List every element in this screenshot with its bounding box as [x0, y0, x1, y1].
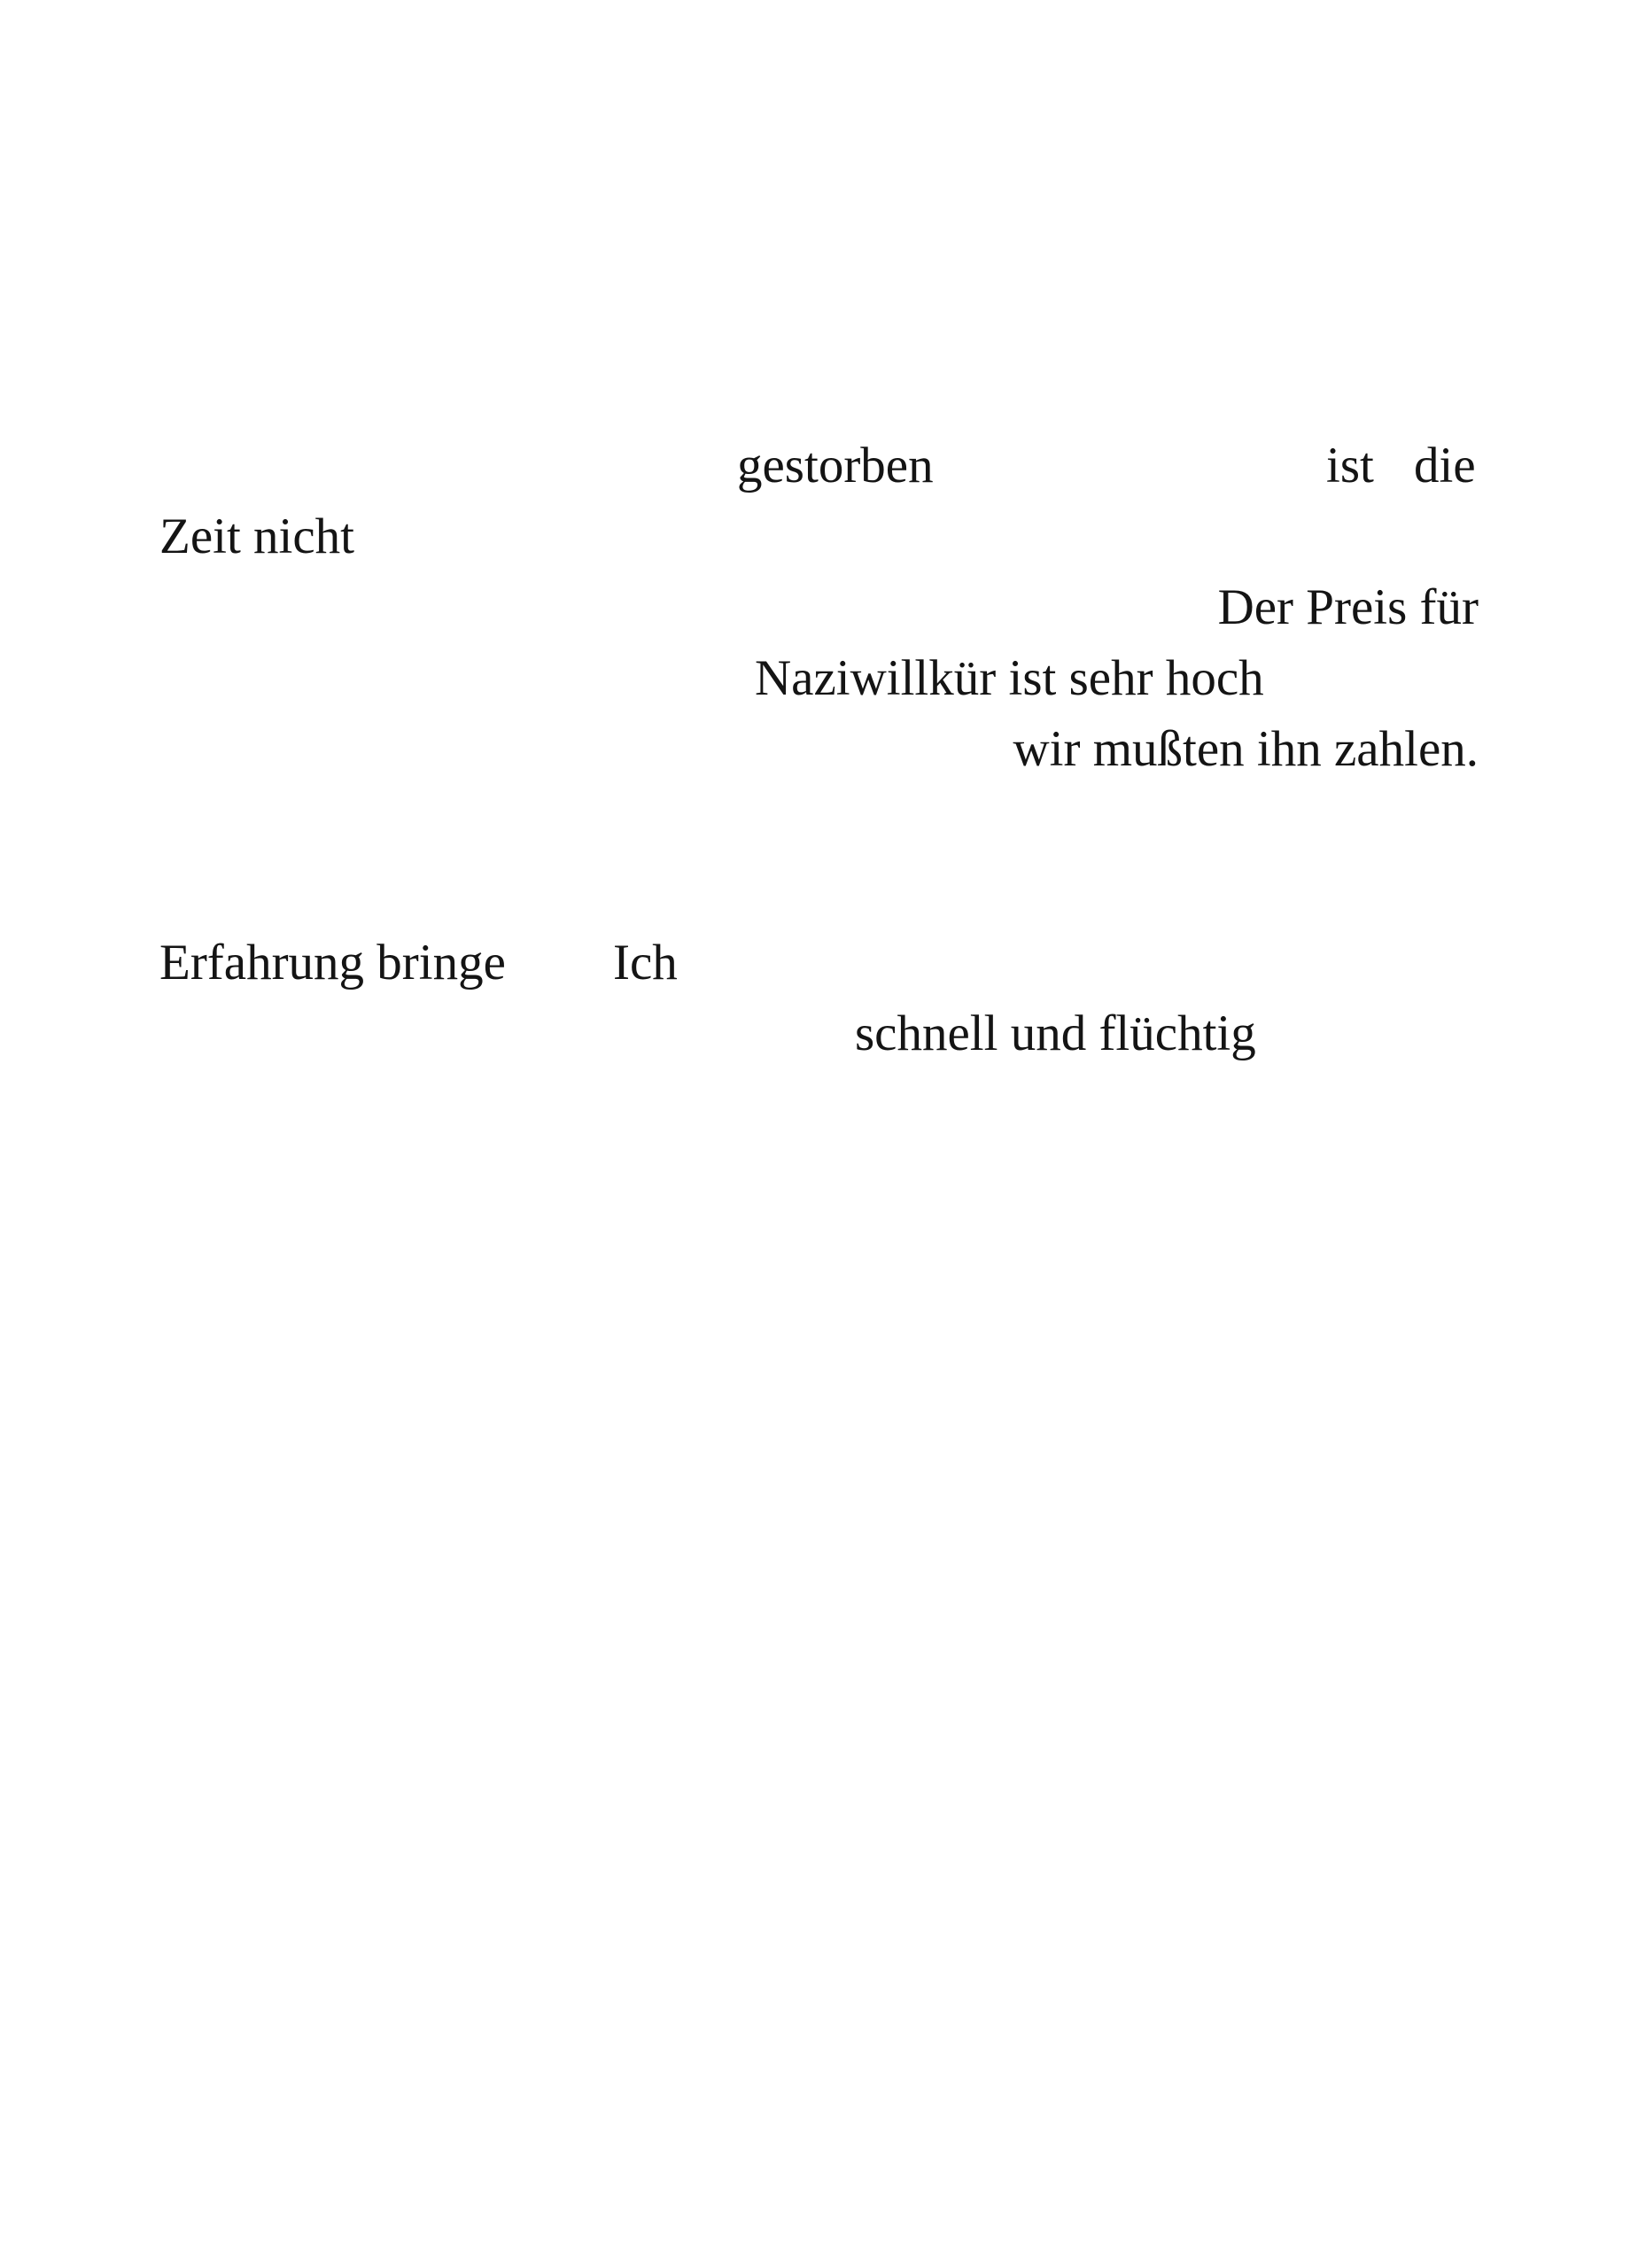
poem-fragment-ist: ist [1326, 438, 1374, 493]
poem-fragment-zeit-nicht: Zeit nicht [159, 509, 355, 564]
poem-fragment-naziwillkuer: Naziwillkür ist sehr hoch [755, 650, 1264, 706]
poem-fragment-der-preis-fuer: Der Preis für [1217, 579, 1479, 635]
poem-fragment-die: die [1414, 438, 1476, 493]
poem-fragment-ich: Ich [613, 935, 678, 990]
poem-fragment-schnell-und-fluechtig: schnell und flüchtig [855, 1006, 1256, 1061]
poem-fragment-gestorben: gestorben [737, 438, 934, 493]
poem-fragment-erfahrung-bringe: Erfahrung bringe [159, 935, 506, 990]
poem-fragment-wir-mussten: wir mußten ihn zahlen. [1013, 721, 1479, 777]
